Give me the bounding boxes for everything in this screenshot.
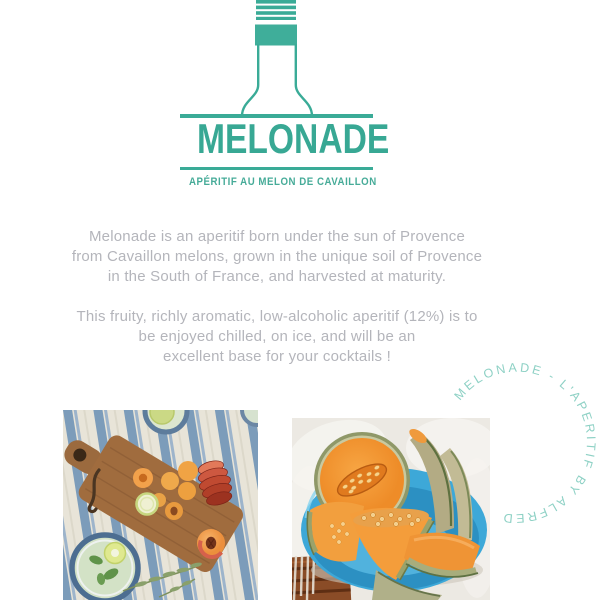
brand-title: MELONADE [197,115,390,162]
apricot-half-pitted [165,502,183,520]
intro-line: from Cavaillon melons, grown in the unique soil of Provence [71,248,483,265]
intro-line: Melonade is an aperitif born under the sun of Provence [88,228,466,245]
intro-line: be enjoyed chilled, on ice, and will be an [138,328,416,345]
stamp-text: MELONADE - L'APERITIF BY ALFRED [451,360,599,526]
bottle-neck-outline [242,45,312,116]
intro-line: excellent base for your cocktails ! [163,348,391,365]
intro-line: in the South of France, and harvested at maturity. [107,268,447,285]
lime-half [137,494,158,515]
intro-line: This fruity, richly aromatic, low-alcoholic aperitif (12%) is to [76,308,478,325]
bottle-cap-ribs [256,0,296,20]
fruit-cutting-board-photo [63,410,258,600]
drink-glass-bottom [72,535,138,600]
brand-tagline: APÉRITIF AU MELON DE CAVAILLON [189,176,377,188]
melon-bowl-photo [292,418,490,600]
drink-glass-top [145,410,187,432]
intro-paragraph-1 [47,227,507,287]
bottle-foil-band [255,25,297,46]
bottle-illustration [234,0,320,118]
divider-line-bottom [180,167,373,170]
intro-copy [47,227,507,367]
